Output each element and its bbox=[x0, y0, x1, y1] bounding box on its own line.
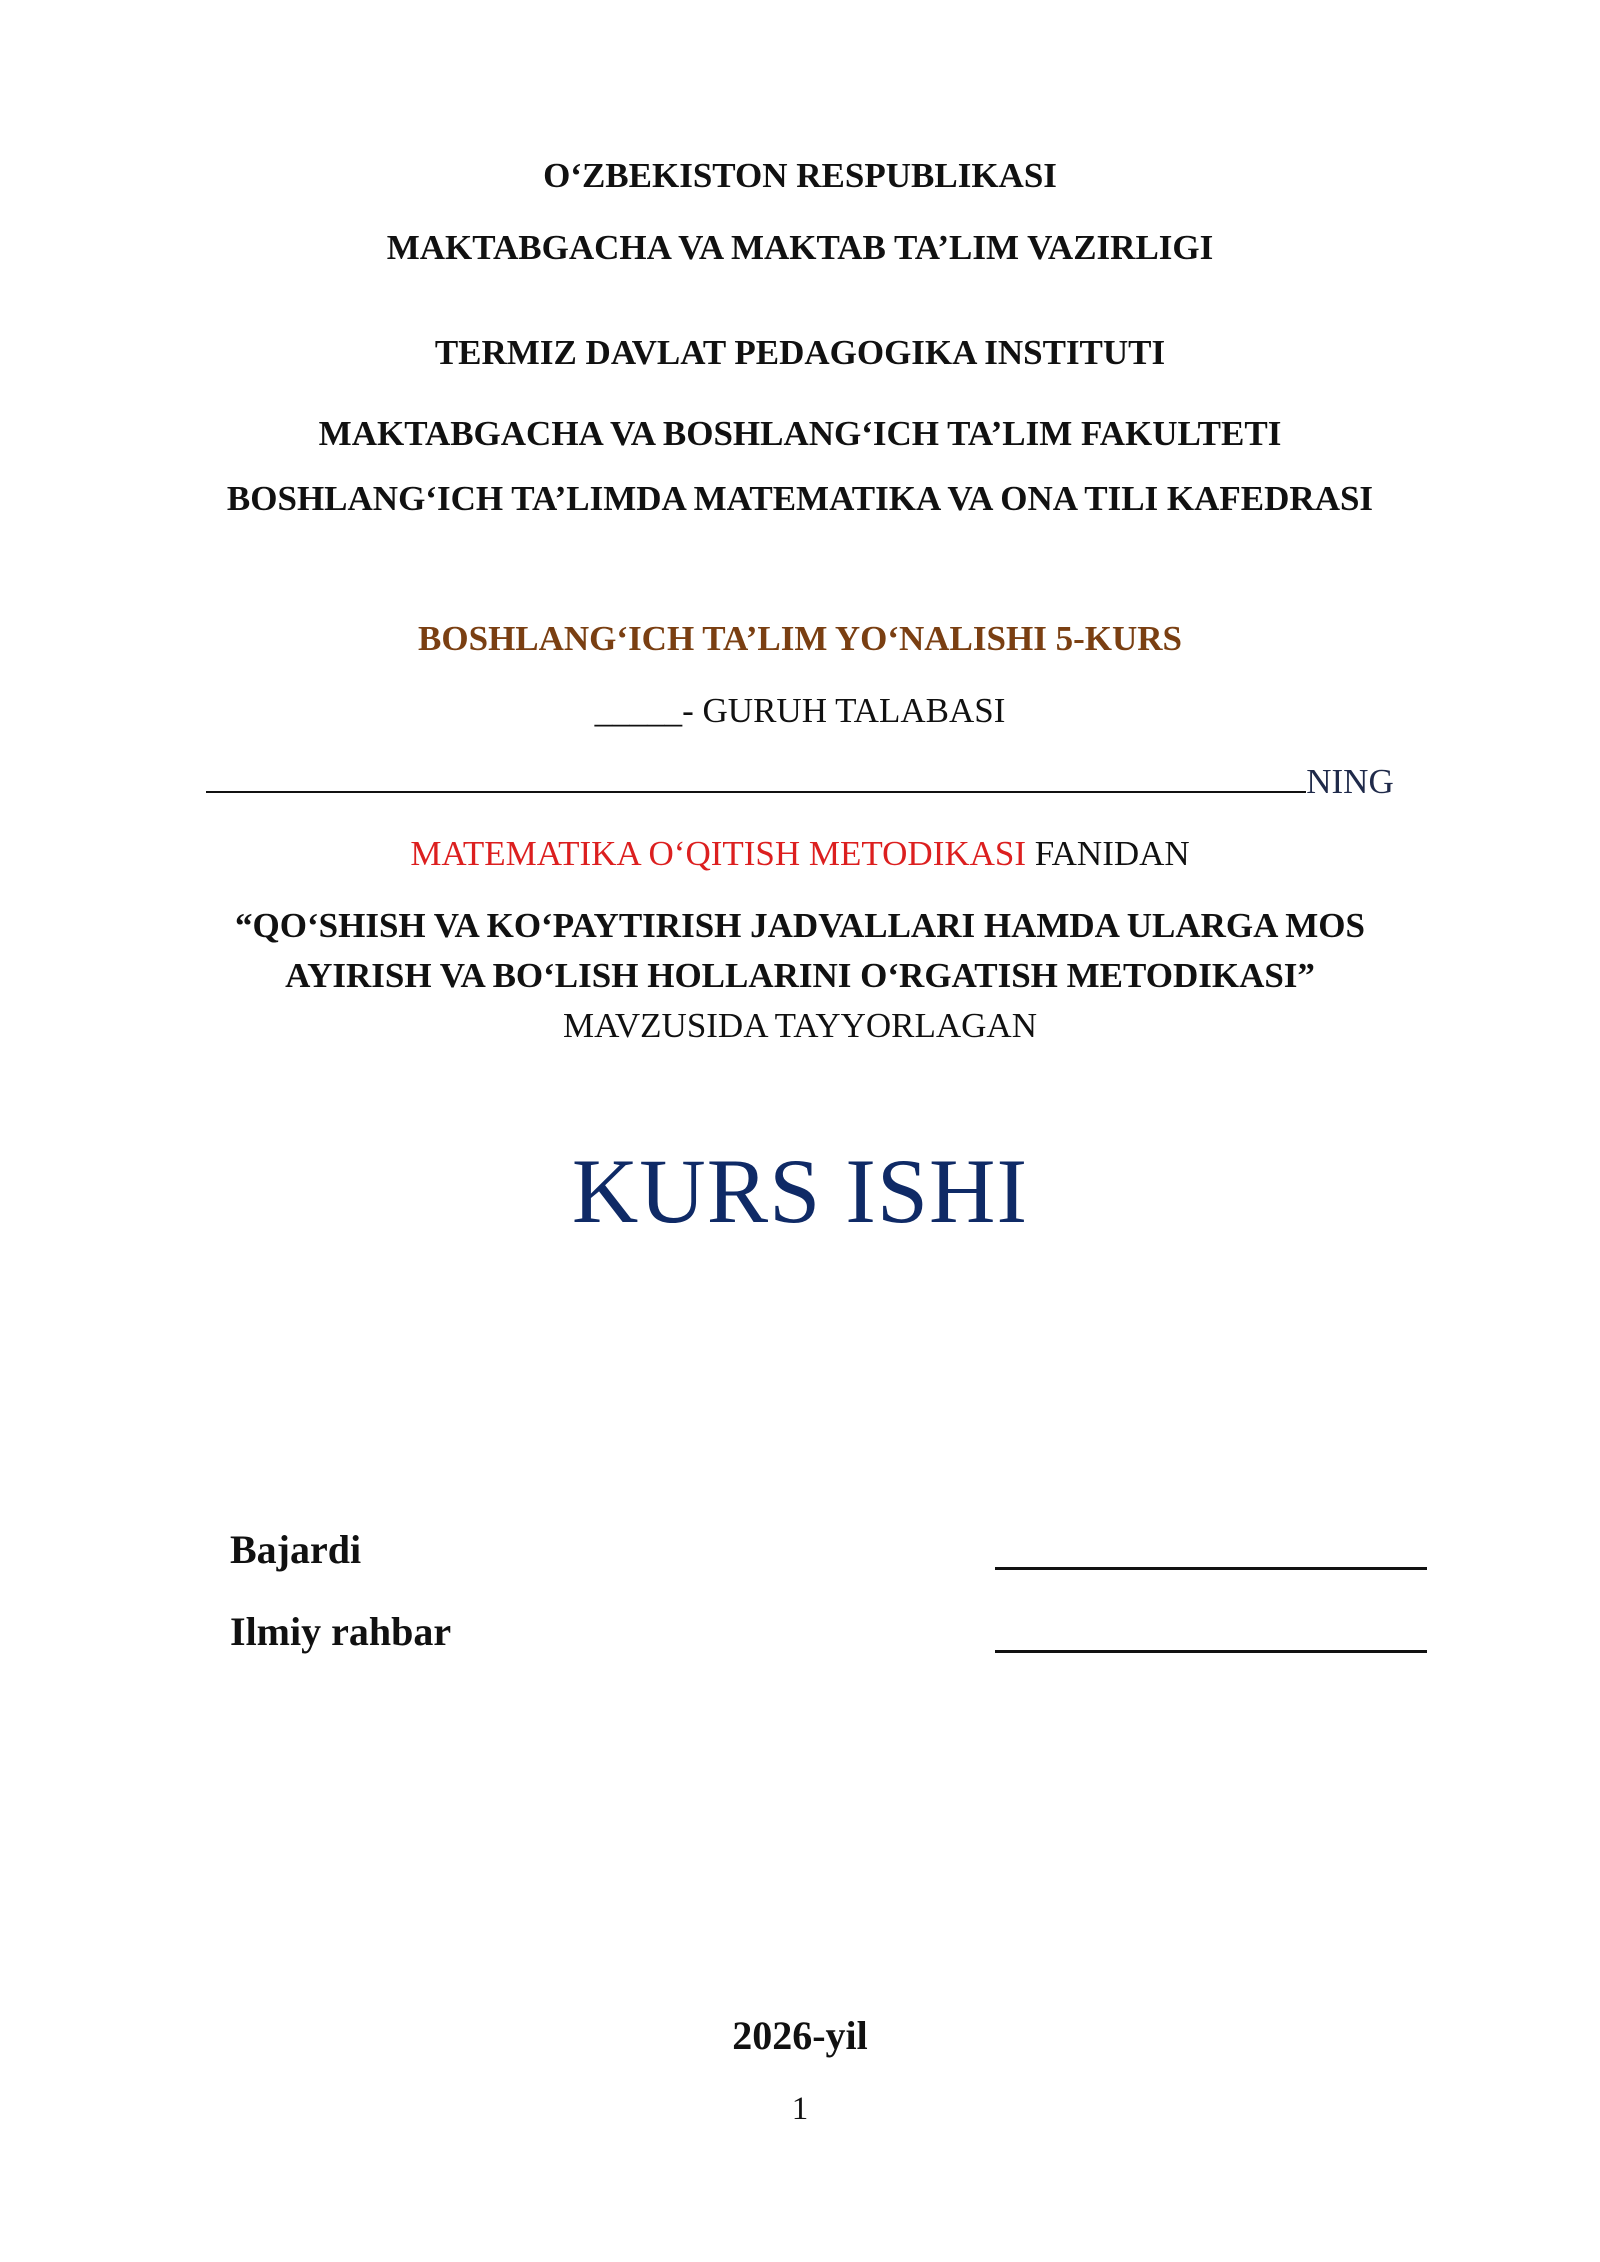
republic-heading: O‘ZBEKISTON RESPUBLIKASI bbox=[543, 156, 1057, 195]
group-label: - GURUH TALABASI bbox=[682, 691, 1006, 730]
performed-by-label: Bajardi bbox=[230, 1527, 362, 1572]
institute-heading: TERMIZ DAVLAT PEDAGOGIKA INSTITUTI bbox=[434, 333, 1166, 372]
direction-heading: BOSHLANG‘ICH TA’LIM YO‘NALISHI 5-KURS bbox=[418, 619, 1182, 658]
supervisor-label: Ilmiy rahbar bbox=[230, 1609, 452, 1654]
subject-line bbox=[0, 836, 1600, 871]
year-label: 2026-yil bbox=[732, 2013, 868, 2058]
department-heading: BOSHLANG‘ICH TA’LIMDA MATEMATIKA VA ONA TILI KAFEDRASI bbox=[226, 479, 1374, 518]
subject-name: MATEMATIKA O‘QITISH METODIKASI bbox=[410, 834, 1027, 873]
faculty-heading: MAKTABGACHA VA BOSHLANG‘ICH TA’LIM FAKULTETI bbox=[318, 414, 1282, 453]
student-name-line bbox=[0, 764, 1600, 799]
supervisor-signature-line bbox=[995, 1650, 1427, 1653]
name-suffix: NING bbox=[1306, 762, 1394, 801]
page-number: 1 bbox=[791, 2091, 809, 2127]
ministry-heading: MAKTABGACHA VA MAKTAB TA’LIM VAZIRLIGI bbox=[386, 228, 1214, 267]
student-name-blank bbox=[206, 791, 1306, 793]
topic-line-2: AYIRISH VA BO‘LISH HOLLARINI O‘RGATISH METODIKASI” bbox=[285, 956, 1315, 995]
group-blank: _____ bbox=[594, 691, 683, 730]
performed-by-signature-line bbox=[995, 1567, 1427, 1570]
topic-suffix: MAVZUSIDA TAYYORLAGAN bbox=[563, 1006, 1037, 1045]
group-line bbox=[0, 693, 1600, 728]
topic-line-1: “QO‘SHISH VA KO‘PAYTIRISH JADVALLARI HAMDA ULARGA MOS bbox=[235, 906, 1365, 945]
work-title: KURS ISHI bbox=[571, 1140, 1029, 1242]
subject-suffix: FANIDAN bbox=[1026, 834, 1190, 873]
